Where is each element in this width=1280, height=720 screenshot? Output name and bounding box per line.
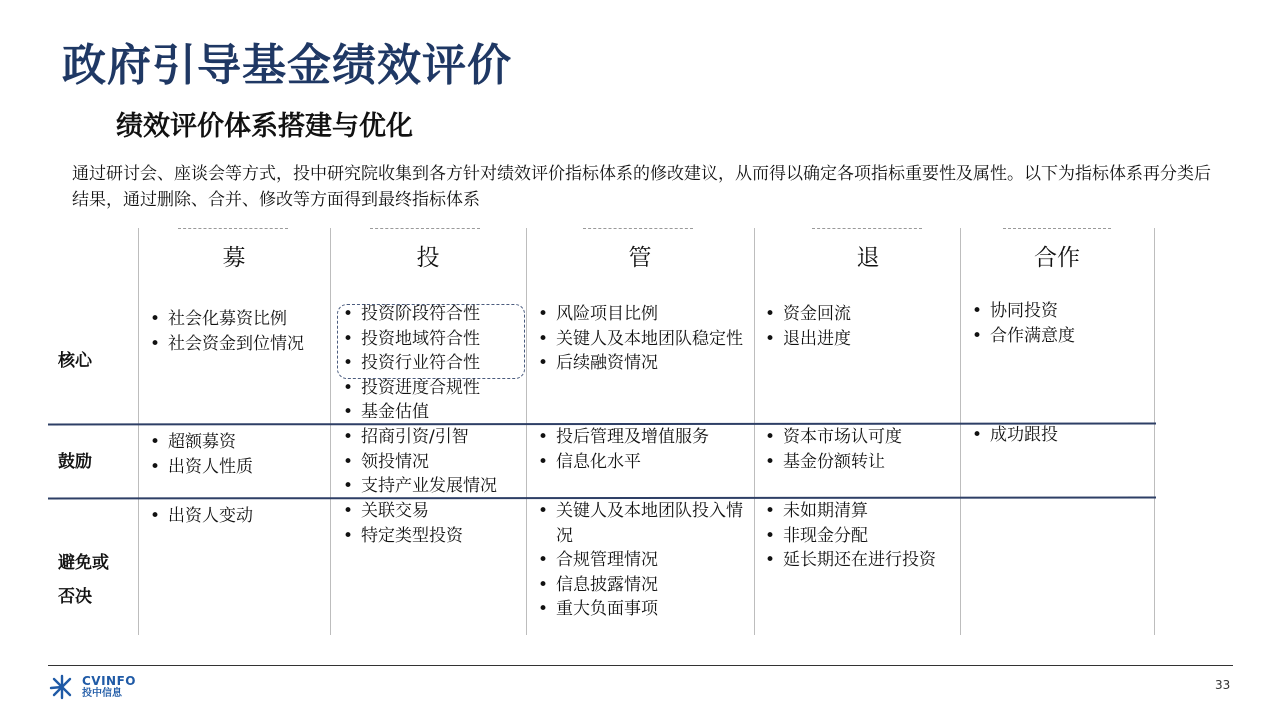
list-item: • 投后管理及增值服务 — [528, 425, 750, 450]
list-item: • 基金估值 — [333, 400, 525, 425]
cell-hezuo-core — [962, 299, 1152, 348]
column-head-divider — [583, 228, 693, 229]
list-item: • 信息化水平 — [528, 450, 750, 475]
list-item: • 投资进度合规性 — [333, 376, 525, 401]
column-head-divider — [812, 228, 922, 229]
cvinfo-logo-icon — [48, 674, 76, 700]
list-item: • 投资地域符合性 — [333, 327, 525, 352]
footer-divider — [48, 665, 1233, 666]
list-item: • 特定类型投资 — [333, 524, 525, 549]
list-item: • 后续融资情况 — [528, 351, 750, 376]
cell-tou-avoid — [333, 499, 525, 548]
row-label-core: 核心 — [58, 351, 92, 371]
column-header-mu: 募 — [222, 245, 246, 271]
list-item: • 基金份额转让 — [755, 450, 955, 475]
cell-tui-encourage — [755, 425, 955, 474]
list-item: • 社会化募资比例 — [140, 307, 326, 332]
cell-guan-core — [528, 302, 750, 376]
list-item: • 支持产业发展情况 — [333, 474, 525, 499]
cell-guan-avoid — [528, 499, 750, 622]
list-item: • 延长期还在进行投资 — [755, 548, 955, 573]
column-divider — [330, 228, 331, 635]
list-item: • 合规管理情况 — [528, 548, 750, 573]
list-item: • 出资人性质 — [140, 455, 326, 480]
list-item: • 出资人变动 — [140, 504, 326, 529]
page-number: 33 — [1215, 678, 1231, 692]
column-divider — [960, 228, 961, 635]
column-header-tou: 投 — [416, 245, 440, 271]
cell-guan-encourage — [528, 425, 750, 474]
list-item: • 关联交易 — [333, 499, 525, 524]
cell-tou-encourage — [333, 425, 525, 499]
column-header-tui: 退 — [856, 245, 880, 271]
column-head-divider — [370, 228, 480, 229]
cell-mu-core — [140, 307, 326, 356]
cell-mu-avoid — [140, 504, 326, 529]
list-item: • 成功跟投 — [962, 423, 1152, 448]
list-item: • 未如期清算 — [755, 499, 955, 524]
list-item: • 资本市场认可度 — [755, 425, 955, 450]
logo-text-cn: 投中信息 — [82, 688, 122, 699]
column-header-hezuo: 合作 — [1034, 245, 1080, 271]
list-item: • 领投情况 — [333, 450, 525, 475]
cell-hezuo-encourage — [962, 423, 1152, 448]
list-item: • 信息披露情况 — [528, 573, 750, 598]
row-label-encourage: 鼓励 — [58, 452, 92, 472]
column-divider — [138, 228, 139, 635]
list-item: • 协同投资 — [962, 299, 1152, 324]
cell-mu-encourage — [140, 430, 326, 479]
list-item: • 退出进度 — [755, 327, 955, 352]
column-divider — [1154, 228, 1155, 635]
page-title: 政府引导基金绩效评价 — [62, 40, 512, 91]
list-item: • 投资阶段符合性 — [333, 302, 525, 327]
company-logo — [48, 674, 136, 700]
list-item: • 投资行业符合性 — [333, 351, 525, 376]
list-item: • 非现金分配 — [755, 524, 955, 549]
cell-tou-core — [333, 302, 525, 425]
list-item: • 招商引资/引智 — [333, 425, 525, 450]
list-item: • 关键人及本地团队投入情况 — [528, 499, 750, 548]
column-head-divider — [1003, 228, 1111, 229]
column-divider — [526, 228, 527, 635]
list-item: • 资金回流 — [755, 302, 955, 327]
list-item: • 社会资金到位情况 — [140, 332, 326, 357]
cell-tui-avoid — [755, 499, 955, 573]
list-item: • 重大负面事项 — [528, 597, 750, 622]
list-item: • 超额募资 — [140, 430, 326, 455]
list-item: • 关键人及本地团队稳定性 — [528, 327, 750, 352]
list-item: • 风险项目比例 — [528, 302, 750, 327]
cell-tui-core — [755, 302, 955, 351]
page-subtitle: 绩效评价体系搭建与优化 — [116, 111, 413, 142]
logo-text-en: CVINFO — [82, 674, 136, 688]
row-label-avoid: 避免或否决 — [58, 553, 109, 607]
column-header-guan: 管 — [628, 245, 652, 271]
list-item: • 合作满意度 — [962, 324, 1152, 349]
intro-paragraph: 通过研讨会、座谈会等方式，投中研究院收集到各方针对绩效评价指标体系的修改建议，从而得以确定各项指标重要性及属性。以下为指标体系再分类后结果，通过删除、合并、修改等方面得到最终指标体系 — [72, 164, 1211, 210]
column-head-divider — [178, 228, 288, 229]
